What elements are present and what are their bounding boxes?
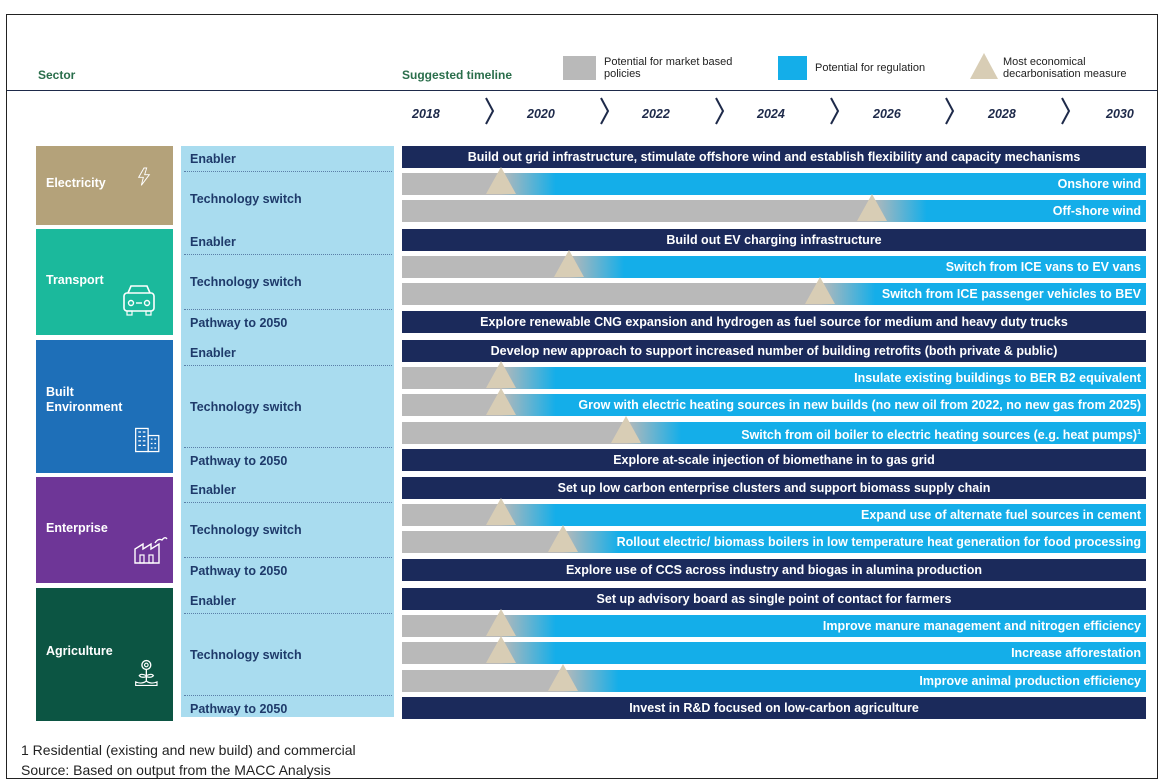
chevron-right-icon — [599, 96, 611, 126]
year-2028: 2028 — [988, 107, 1016, 121]
legend-marker-triangle — [970, 53, 998, 79]
row-separator — [184, 309, 392, 310]
economical-measure-marker — [486, 498, 516, 525]
sector-name: Electricity — [46, 176, 106, 190]
row-label-enabler: Enabler — [190, 482, 236, 497]
economical-measure-marker — [486, 167, 516, 194]
plant-hand-icon — [133, 656, 165, 690]
row-separator — [184, 254, 392, 255]
chevron-right-icon — [944, 96, 956, 126]
measure-label: Rollout electric/ biomass boilers in low temperature heat generation for food processing — [616, 535, 1141, 550]
row-separator — [184, 695, 392, 696]
enabler-bar: Explore renewable CNG expansion and hydrogen as fuel source for medium and heavy duty trucks — [402, 311, 1146, 333]
year-2026: 2026 — [873, 107, 901, 121]
row-label-enabler: Enabler — [190, 234, 236, 249]
sector-name: Agriculture — [46, 644, 113, 658]
sector-column-header: Sector — [38, 68, 76, 82]
row-label-technology-switch: Technology switch — [190, 400, 302, 414]
row-separator — [184, 365, 392, 366]
economical-measure-marker — [805, 277, 835, 304]
technology-switch-bar — [402, 283, 1146, 305]
technology-switch-bar — [402, 422, 1146, 444]
economical-measure-marker — [611, 416, 641, 443]
chevron-right-icon — [484, 96, 496, 126]
enabler-bar: Explore at-scale injection of biomethane in to gas grid — [402, 449, 1146, 471]
sector-transport — [36, 229, 173, 335]
enabler-bar: Set up low carbon enterprise clusters and support biomass supply chain — [402, 477, 1146, 499]
enabler-bar: Set up advisory board as single point of contact for farmers — [402, 588, 1146, 610]
footnote-marker: 1 — [1137, 428, 1141, 436]
row-label-technology-switch: Technology switch — [190, 192, 302, 207]
row-label-pathway-to-2050: Pathway to 2050 — [190, 702, 288, 717]
sector-enterprise — [36, 477, 173, 583]
row-label-pathway-to-2050: Pathway to 2050 — [190, 316, 288, 331]
year-2018: 2018 — [412, 107, 440, 121]
chevron-right-icon — [1060, 96, 1072, 126]
buildings-icon — [133, 423, 165, 457]
measure-label: Switch from ICE passenger vehicles to BEV — [881, 287, 1141, 302]
measure-label: Switch from oil boiler to electric heating sources (e.g. heat pumps)$^1$ — [741, 427, 1141, 442]
header-divider — [7, 90, 1157, 91]
row-label-technology-switch: Technology switch — [190, 275, 302, 290]
sector-built-environment — [36, 340, 173, 473]
sector-electricity — [36, 146, 173, 225]
technology-switch-bar — [402, 670, 1146, 692]
year-2020: 2020 — [527, 107, 555, 121]
year-2030: 2030 — [1106, 107, 1134, 121]
enabler-bar: Develop new approach to support increased number of building retrofits (both private & public) — [402, 340, 1146, 362]
technology-switch-bar — [402, 256, 1146, 278]
technology-switch-bar — [402, 531, 1146, 553]
row-separator — [184, 502, 392, 503]
legend-market-label: Potential for market based policies — [604, 56, 733, 80]
measure-label: Improve animal production efficiency — [919, 673, 1141, 688]
row-label-technology-switch: Technology switch — [190, 523, 302, 538]
sector-name: Enterprise — [46, 521, 108, 535]
measure-label: Switch from ICE vans to EV vans — [945, 260, 1141, 275]
measure-label: Onshore wind — [1057, 177, 1141, 192]
legend-market-swatch — [563, 56, 596, 80]
sector-name: Built Environment — [46, 385, 123, 414]
factory-icon — [133, 533, 169, 567]
car-icon — [121, 283, 157, 317]
lightning-bolt-icon — [136, 162, 160, 194]
enabler-bar: Build out EV charging infrastructure — [402, 229, 1146, 251]
sector-agriculture — [36, 588, 173, 721]
economical-measure-marker — [554, 250, 584, 277]
economical-measure-marker — [486, 609, 516, 636]
measure-label: Insulate existing buildings to BER B2 equivalent — [854, 371, 1141, 386]
economical-measure-marker — [548, 664, 578, 691]
legend-regulation-swatch — [778, 56, 807, 80]
row-separator — [184, 557, 392, 558]
enabler-bar: Invest in R&D focused on low-carbon agriculture — [402, 697, 1146, 719]
measure-label: Increase afforestation — [1011, 646, 1141, 661]
sector-name: Transport — [46, 273, 104, 287]
timeline-header: Suggested timeline — [402, 68, 513, 82]
source-note: Source: Based on output from the MACC Analysis — [21, 762, 331, 778]
chevron-right-icon — [829, 96, 841, 126]
chevron-right-icon — [714, 96, 726, 126]
row-label-enabler: Enabler — [190, 593, 236, 608]
measure-label: Grow with electric heating sources in new builds (no new oil from 2022, no new gas from 2025) — [578, 398, 1141, 413]
economical-measure-marker — [486, 361, 516, 388]
row-separator — [184, 447, 392, 448]
measure-label: Improve manure management and nitrogen efficiency — [822, 619, 1141, 634]
legend-economical-label: Most economical decarbonisation measure — [1003, 56, 1127, 80]
enabler-bar: Explore use of CCS across industry and biogas in alumina production — [402, 559, 1146, 581]
technology-switch-bar — [402, 200, 1146, 222]
row-separator — [184, 613, 392, 614]
enabler-bar: Build out grid infrastructure, stimulate offshore wind and establish flexibility and capacity mechanisms — [402, 146, 1146, 168]
year-2024: 2024 — [757, 107, 785, 121]
economical-measure-marker — [486, 388, 516, 415]
year-2022: 2022 — [642, 107, 670, 121]
row-label-enabler: Enabler — [190, 151, 236, 166]
measure-label: Off-shore wind — [1052, 204, 1141, 219]
economical-measure-marker — [548, 525, 578, 552]
row-label-column — [181, 146, 394, 717]
row-label-pathway-to-2050: Pathway to 2050 — [190, 454, 288, 469]
row-separator — [184, 171, 392, 172]
measure-label: Expand use of alternate fuel sources in cement — [861, 508, 1141, 523]
footnote: 1 Residential (existing and new build) and commercial — [21, 742, 356, 758]
row-label-enabler: Enabler — [190, 345, 236, 360]
economical-measure-marker — [486, 636, 516, 663]
row-label-technology-switch: Technology switch — [190, 648, 302, 662]
legend-regulation-label: Potential for regulation — [815, 62, 926, 74]
row-label-pathway-to-2050: Pathway to 2050 — [190, 564, 288, 579]
economical-measure-marker — [857, 194, 887, 221]
